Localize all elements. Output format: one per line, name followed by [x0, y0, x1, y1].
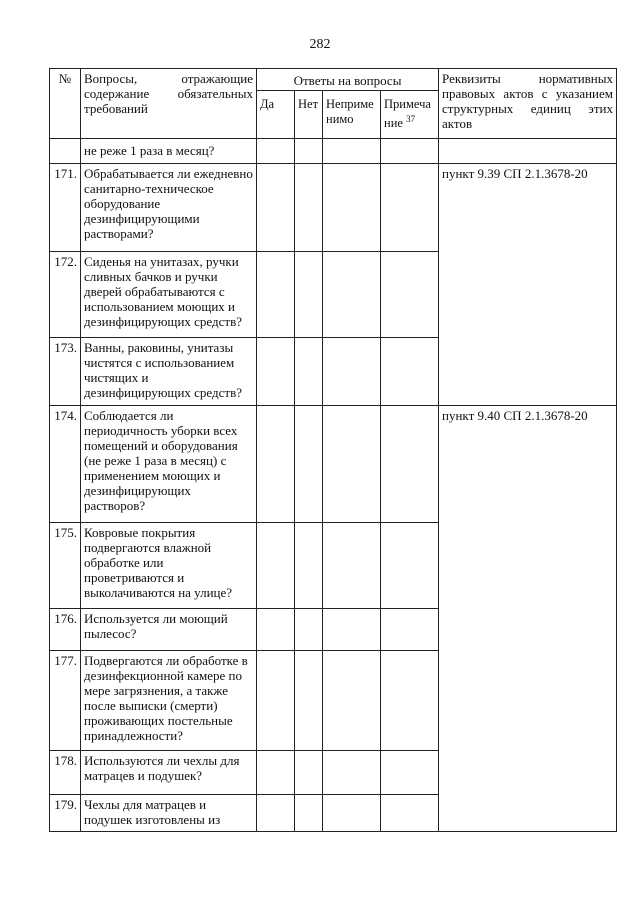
answer-no-cell[interactable] [295, 523, 323, 609]
answer-na-cell[interactable] [323, 523, 381, 609]
answer-no-cell[interactable] [295, 338, 323, 406]
answer-na-cell[interactable] [323, 406, 381, 523]
answer-yes-cell[interactable] [257, 523, 295, 609]
answer-na-cell[interactable] [323, 164, 381, 252]
answer-yes-cell[interactable] [257, 139, 295, 164]
answer-note-cell[interactable] [381, 139, 439, 164]
continuation-row [50, 139, 617, 164]
checklist-table [49, 68, 617, 832]
answer-note-cell[interactable] [381, 795, 439, 832]
answer-yes-cell[interactable] [257, 651, 295, 751]
answer-yes-cell[interactable] [257, 795, 295, 832]
answer-no-cell[interactable] [295, 164, 323, 252]
answer-no-cell[interactable] [295, 609, 323, 651]
row-question: Ванны, раковины, унитазы чистятся с использованием чистящих и дезинфицирующих средств? [81, 338, 257, 406]
table-row [50, 406, 617, 523]
row-question: Используются ли чехлы для матрацев и подушек? [81, 751, 257, 795]
answer-note-cell[interactable] [381, 651, 439, 751]
row-number: 177. [50, 651, 81, 751]
answer-note-cell[interactable] [381, 406, 439, 523]
answer-na-cell[interactable] [323, 795, 381, 832]
row-num-empty [50, 139, 81, 164]
answer-note-cell[interactable] [381, 338, 439, 406]
row-number: 179. [50, 795, 81, 832]
answer-yes-cell[interactable] [257, 751, 295, 795]
answer-no-cell[interactable] [295, 252, 323, 338]
answer-yes-cell[interactable] [257, 609, 295, 651]
row-question: не реже 1 раза в месяц? [81, 139, 257, 164]
answer-no-cell[interactable] [295, 406, 323, 523]
answer-na-cell[interactable] [323, 139, 381, 164]
answer-na-cell[interactable] [323, 252, 381, 338]
answer-na-cell[interactable] [323, 338, 381, 406]
answer-note-cell[interactable] [381, 523, 439, 609]
header-no: Нет [295, 91, 323, 139]
header-row-1 [50, 69, 617, 91]
header-yes: Да [257, 91, 295, 139]
row-number: 172. [50, 252, 81, 338]
answer-yes-cell[interactable] [257, 252, 295, 338]
answer-yes-cell[interactable] [257, 164, 295, 252]
answer-na-cell[interactable] [323, 651, 381, 751]
answer-yes-cell[interactable] [257, 406, 295, 523]
row-question: Соблюдается ли периодичность уборки всех помещений и оборудования (не реже 1 раза в месяц) с применением моющих и дезинфицирующих растворов? [81, 406, 257, 523]
header-answers: Ответы на вопросы [257, 69, 439, 91]
row-number: 171. [50, 164, 81, 252]
answer-no-cell[interactable] [295, 795, 323, 832]
reference-cell: пункт 9.39 СП 2.1.3678-20 [439, 164, 617, 406]
header-note: Примеча ние $^{37}$ [381, 91, 439, 139]
header-num: № [50, 69, 81, 139]
answer-no-cell[interactable] [295, 139, 323, 164]
answer-no-cell[interactable] [295, 651, 323, 751]
reference-cell: пункт 9.40 СП 2.1.3678-20 [439, 406, 617, 832]
table-row [50, 164, 617, 252]
row-question: Сиденья на унитазах, ручки сливных бачков и ручки дверей обрабатываются с использованием моющих и дезинфицирующих средств? [81, 252, 257, 338]
answer-note-cell[interactable] [381, 164, 439, 252]
answer-no-cell[interactable] [295, 751, 323, 795]
page-number: 282 [309, 37, 331, 52]
answer-na-cell[interactable] [323, 609, 381, 651]
row-number: 175. [50, 523, 81, 609]
row-number: 178. [50, 751, 81, 795]
row-question: Чехлы для матрацев и подушек изготовлены из [81, 795, 257, 832]
row-number: 173. [50, 338, 81, 406]
answer-na-cell[interactable] [323, 751, 381, 795]
row-number: 174. [50, 406, 81, 523]
header-questions: Вопросы, отражающие содержание обязательных требований [81, 69, 257, 139]
answer-note-cell[interactable] [381, 751, 439, 795]
header-references: Реквизиты нормативных правовых актов с указанием структурных единиц этих актов [439, 69, 617, 139]
answer-note-cell[interactable] [381, 252, 439, 338]
row-question: Обрабатывается ли ежедневно санитарно-техническое оборудование дезинфицирующими растворами? [81, 164, 257, 252]
answer-yes-cell[interactable] [257, 338, 295, 406]
reference-cell [439, 139, 617, 164]
row-number: 176. [50, 609, 81, 651]
row-question: Ковровые покрытия подвергаются влажной обработке или проветриваются и выколачиваются на улице? [81, 523, 257, 609]
row-question: Подвергаются ли обработке в дезинфекционной камере по мере загрязнения, а также после выписки (смерти) проживающих постельные принадлежности? [81, 651, 257, 751]
header-not-applicable: Неприме нимо [323, 91, 381, 139]
answer-note-cell[interactable] [381, 609, 439, 651]
row-question: Используется ли моющий пылесос? [81, 609, 257, 651]
